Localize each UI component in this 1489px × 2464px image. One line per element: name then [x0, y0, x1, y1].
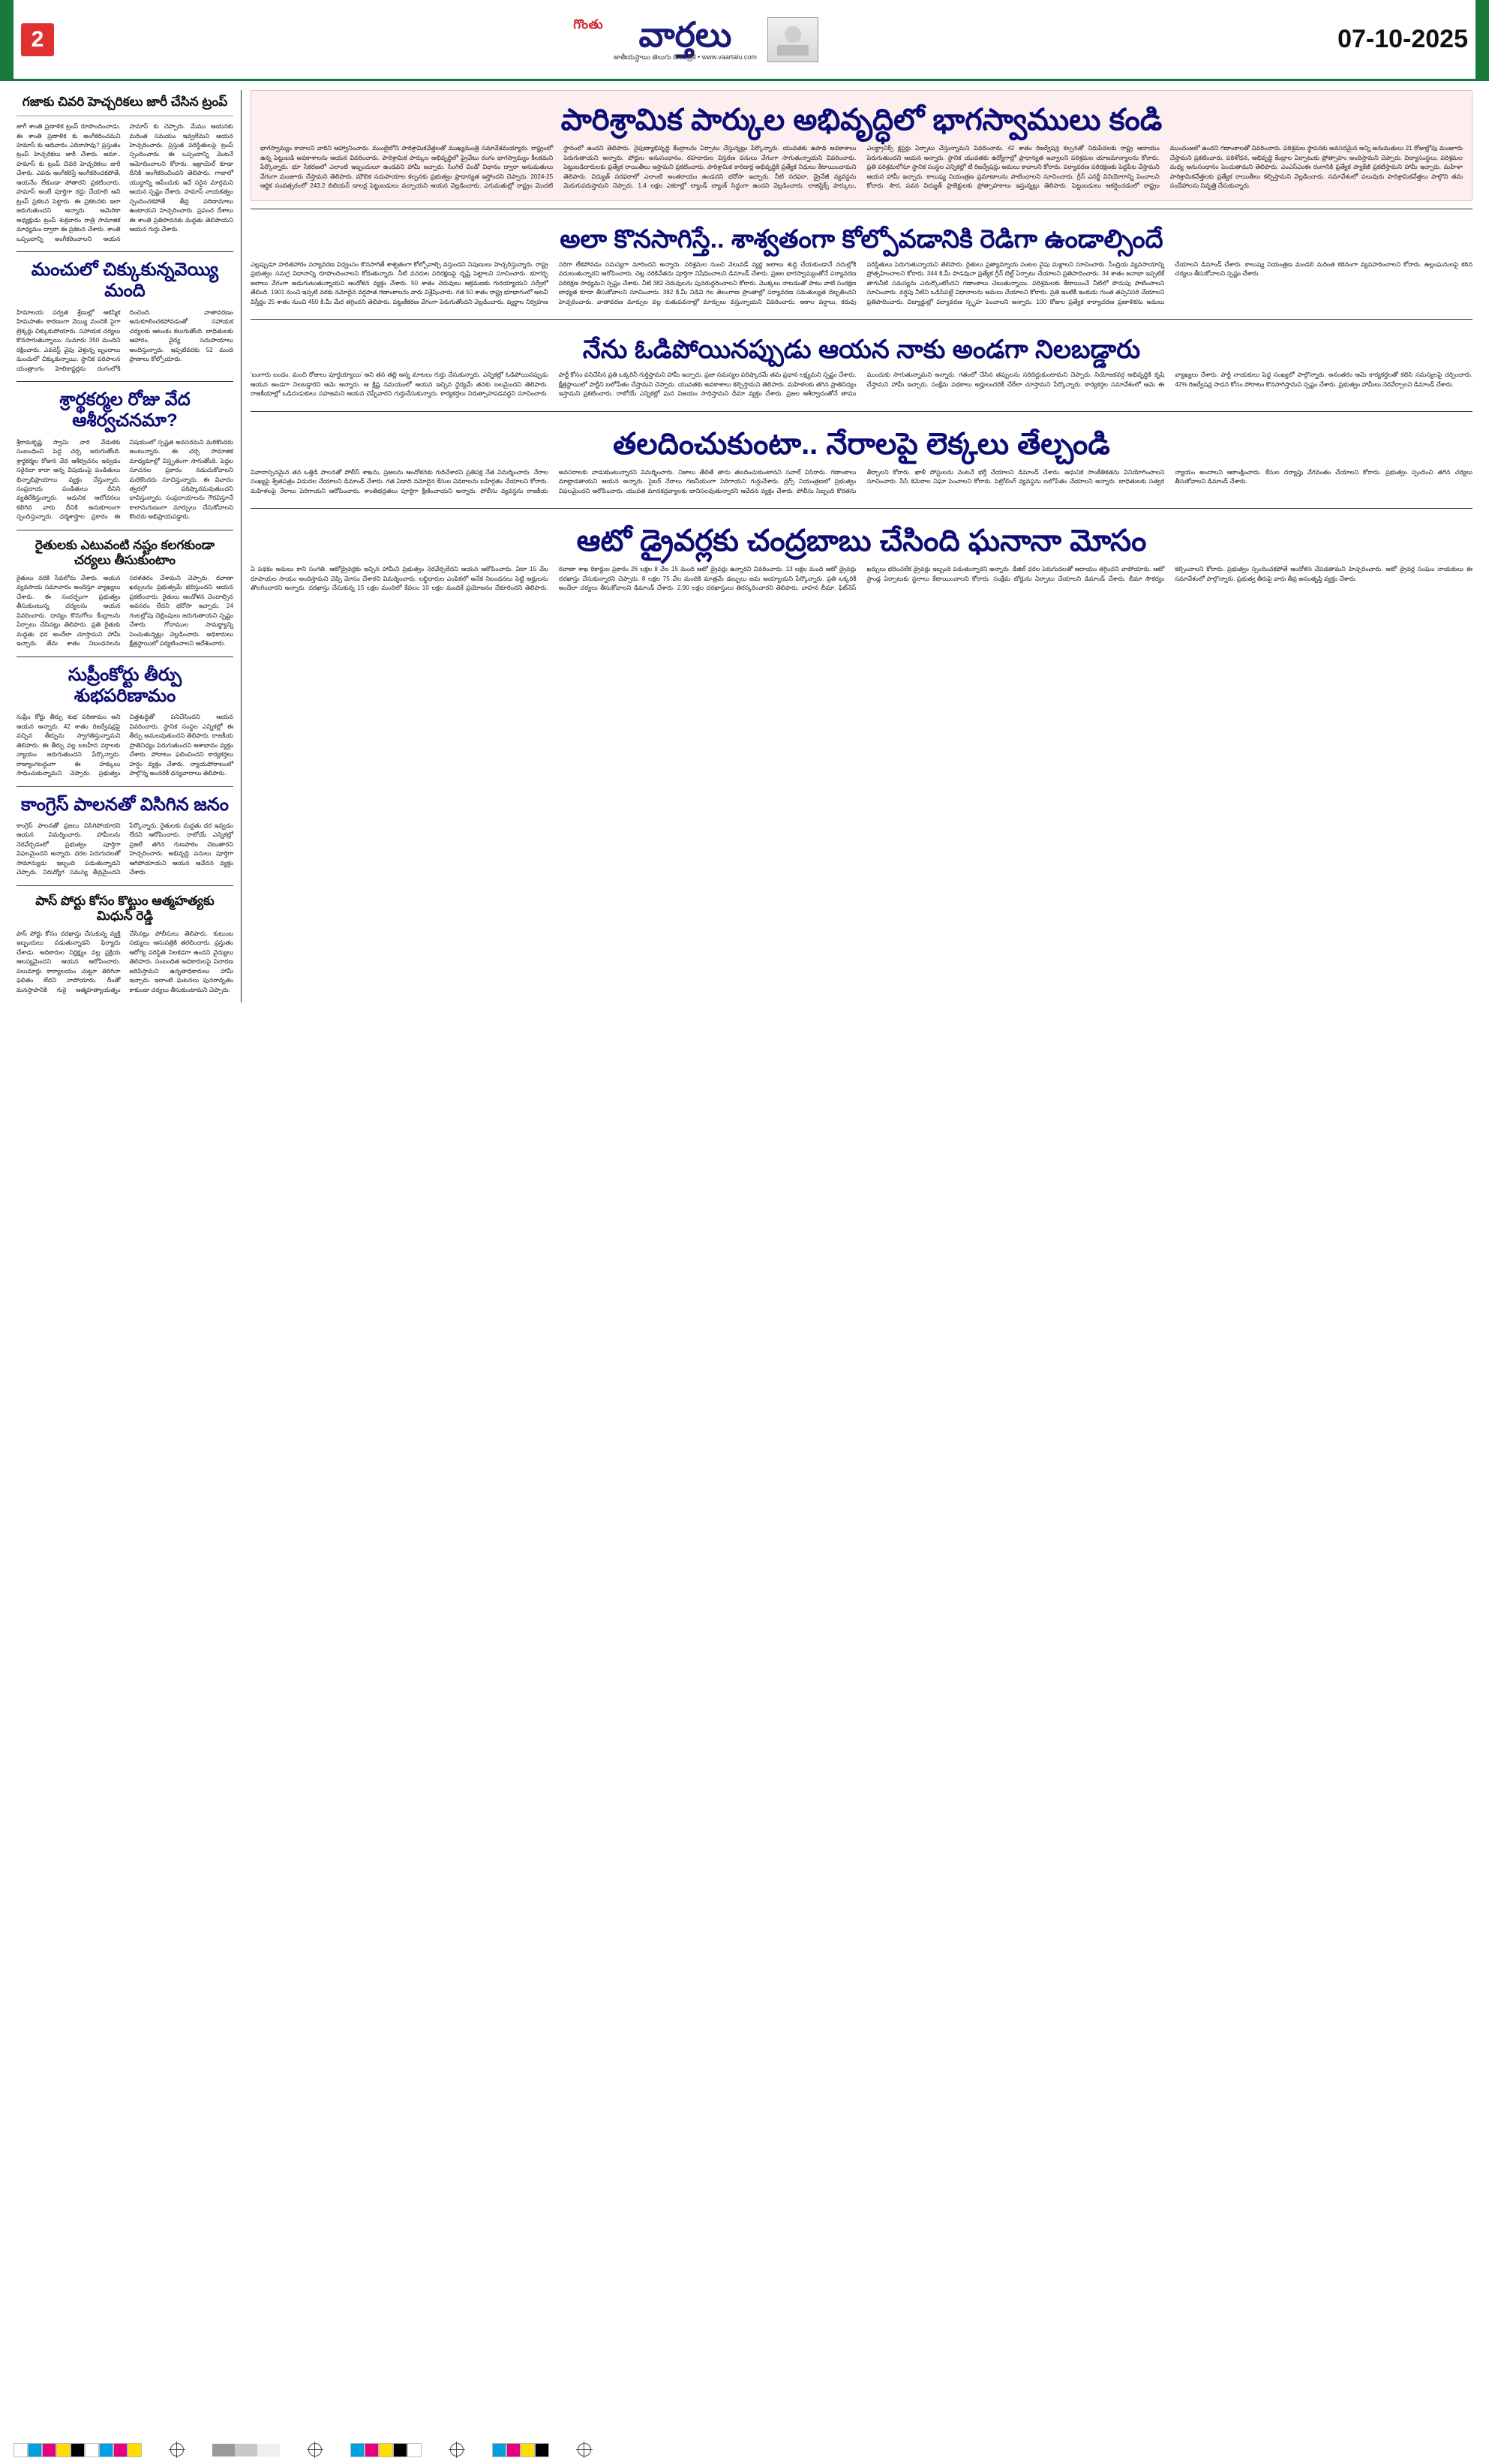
publication-title: వార్తలు	[638, 15, 732, 55]
article-stood-by-me	[251, 327, 1472, 404]
article-crime-accounts	[251, 419, 1472, 501]
article-headline: శ్రార్థకర్మల రోజు వేద ఆశీర్వచనమా?	[59, 389, 191, 431]
print-color-bar	[0, 2435, 1489, 2464]
article-headline: పాస్ పోర్టు కోసం కొట్టుం ఆత్మహత్యకు మిధున్ రెడ్డి	[35, 893, 215, 923]
nameplate-mark: గొంతు	[573, 17, 604, 32]
article-passport-suicide	[17, 894, 233, 995]
article-headline: గజాకు చివరి హెచ్చరికలు జారీ చేసిన ట్రంప్	[22, 95, 228, 109]
color-swatch	[257, 2444, 280, 2456]
article-body: ఏ పథకం అమలు కాని సంగతి. ఆటోడ్రైవర్లకు ఇచ్చిన హామీని ప్రభుత్వం నెరవేర్చలేదని ఆయన ఆరోపించారు. ఏటా 15 వేల రూపాయల సాయం అందిస్తామని చెప్పి మోసం చేశారని విమర్శించారు. లబ్ధిదారుల ఎంపికలో అనేక నిబంధనలు పెట్టి అర్హులను తొలగించారని అన్నారు. దరఖాస్తు చేసుకున్న 15 లక్షల మందిలో కేవలం 10 లక్షల మందికే ప్రయోజనం చేకూరిందని తెలిపారు. రవాణా శాఖ రికార్డుల ప్రకారం 26 లక్షల 8 వేల 15 మంది ఆటో డ్రైవర్లు ఉన్నారని వివరించారు. 13 లక్షల మంది ఆటో డ్రైవర్లు దరఖాస్తు చేసుకున్నారని చెప్పారు. 8 లక్షల 75 వేల మందికి మాత్రమే డబ్బులు జమ అయ్యాయని పేర్కొన్నారు. ప్రతి ఒక్కరికీ అందేలా చర్యలు తీసుకోవాలని డిమాండ్ చేశారు. 2.90 లక్షల దరఖాస్తులు తిరస్కరించారని తెలిపారు. వాహన బీమా, ఫిట్‌నెస్ ఖర్చులు భరించలేక డ్రైవర్లు ఇబ్బంది పడుతున్నారని అన్నారు. డీజిల్ ధరల పెరుగుదలతో ఆదాయం తగ్గిందని వాపోయారు. ఆటో స్టాండ్ల ఏర్పాటుకు స్థలాలు కేటాయించాలని కోరారు. సంక్షేమ బోర్డును ఏర్పాటు చేయాలని డిమాండ్ చేశారు. బీమా సౌకర్యం కల్పించాలని కోరారు. ప్రభుత్వం స్పందించకపోతే ఆందోళన చేపడతామని హెచ్చరించారు. ఆటో డ్రైవర్ల సంఘం నాయకులు ఈ సమావేశంలో పాల్గొన్నారు. ప్రభుత్వ తీరుపై వారు తీవ్ర అసంతృప్తి వ్యక్తం చేశారు.	[251, 566, 1472, 592]
article-headline: తలదించుకుంటా.. నేరాలపై లెక్కలు తేల్చండి	[613, 427, 1110, 461]
nameplate-block	[614, 17, 757, 62]
publication-subtitle: జాతీయస్థాయి తెలుగు దినపత్రిక • www.vaartalu.com	[614, 53, 757, 62]
article-body: ఎల్లప్పుడూ హరితహారం పర్యావరణ విధ్వంసం కొనసాగితే శాశ్వతంగా కోల్పోవాల్సి వస్తుందని నిపుణులు హెచ్చరిస్తున్నారు. రాష్ట్ర ప్రభుత్వం సమగ్ర విధానాన్ని రూపొందించాలని కోరుతున్నారు. నీటి వనరుల పరిరక్షణపై దృష్టి పెట్టాలని సూచించారు. భూగర్భ జలాలు వేగంగా అడుగంటుతున్నాయని ఆందోళన వ్యక్తం చేశారు. 50 శాతం చెరువులు ఆక్రమణకు గురయ్యాయని సర్వేలో తేలింది. 1901 నుంచి ఇప్పటి వరకు నమోదైన వర్షపాత గణాంకాలను వారు విశ్లేషించారు. గత 50 శాతం రాష్ట్ర భూభాగంలో అటవీ విస్తీర్ణం 25 శాతం నుంచి 450 కి.మీ మేర తగ్గిందని తెలిపారు. పట్టణీకరణ వేగంగా పెరుగుతోందని వెల్లడించారు. వ్యర్థాల నిర్వహణ సరిగా లేకపోవడం సమస్యగా మారిందని అన్నారు. పరిశ్రమల నుంచి వెలువడే వ్యర్థ జలాలు శుద్ధి చేయకుండానే నదుల్లోకి వదులుతున్నారని ఆరోపించారు. చెట్ల నరికివేతను పూర్తిగా నిషేధించాలని డిమాండ్ చేశారు. ప్రజల భాగస్వామ్యంతోనే పర్యావరణ పరిరక్షణ సాధ్యమని స్పష్టం చేశారు. నీటి 382 చెరువులను పునరుద్ధరించాలని కోరారు. మొక్కలు నాటడంతో పాటు వాటి సంరక్షణ బాధ్యత కూడా తీసుకోవాలని సూచించారు. 382 కి.మీ నిడివి గల తెలంగాణ ప్రాంతాల్లో పర్యావరణ సమతుల్యత దెబ్బతిందని హెచ్చరించారు. వాతావరణ మార్పుల వల్ల రుతుపవనాల్లో మార్పులు వస్తున్నాయని వివరించారు. అకాల వర్షాలు, కరువు పరిస్థితులు పెరుగుతున్నాయని తెలిపారు. రైతులు ప్రత్యామ్నాయ పంటల వైపు మళ్లాలని సూచించారు. సేంద్రియ వ్యవసాయాన్ని ప్రోత్సహించాలని కోరారు. 344 కి.మీ పొడవునా ప్రత్యేక గ్రీన్ బెల్ట్ ఏర్పాటు చేయాలని ప్రతిపాదించారు. 34 శాతం జనాభా ఇప్పటికే తాగునీటి సమస్యను ఎదుర్కొంటోందని గణాంకాలు చెబుతున్నాయి. పరిశ్రమలకు కేటాయించే నీటిలో పొదుపు పాటించాలని సూచించారు. వర్షపు నీటిని ఒడిసిపట్టే విధానాలను అమలు చేయాలని కోరారు. ప్రతి ఇంటికీ ఇంకుడు గుంత తప్పనిసరి చేయాలని ప్రతిపాదించారు. విద్యార్థుల్లో పర్యావరణ స్పృహ పెంచాలని అన్నారు. 100 రోజుల ప్రత్యేక కార్యాచరణ ప్రణాళికను అమలు చేయాలని డిమాండ్ చేశారు. కాలుష్య నియంత్రణ మండలి మరింత కఠినంగా వ్యవహరించాలని కోరారు. ఉల్లంఘనులపై కఠిన చర్యలు తీసుకోవాలని స్పష్టం చేశారు.	[251, 260, 1472, 305]
article-body: సుప్రీం కోర్టు తీర్పు శుభ పరిణామం అని ఆయన అన్నారు. 42 శాతం రిజర్వేషన్లపై వచ్చిన తీర్పును స్వాగతిస్తున్నామని తెలిపారు. ఈ తీర్పు వల్ల బలహీన వర్గాలకు న్యాయం జరుగుతుందని పేర్కొన్నారు. రాజ్యాంగబద్ధంగా ఈ హక్కులు సాధించుకున్నామని చెప్పారు. ప్రభుత్వం చిత్తశుద్ధితో పనిచేసిందని ఆయన వివరించారు. స్థానిక సంస్థల ఎన్నికల్లో ఈ తీర్పు అమలవుతుందని తెలిపారు. రాజకీయ ప్రాతినిధ్యం పెరుగుతుందని ఆశాభావం వ్యక్తం చేశారు. పోరాటం ఫలించిందని కార్యకర్తలు హర్షం వ్యక్తం చేశారు. న్యాయపోరాటంలో పాల్గొన్న అందరికీ ధన్యవాదాలు తెలిపారు.	[17, 714, 233, 777]
page-content	[0, 81, 1489, 1002]
color-swatch	[99, 2443, 113, 2457]
article-headline: సుప్రీంకోర్టు తీర్పు శుభపరిణామం	[68, 664, 182, 707]
article-ready-to-lose	[251, 217, 1472, 311]
issue-date: 07-10-2025	[1337, 25, 1468, 53]
divider	[251, 508, 1472, 509]
color-swatch	[85, 2443, 99, 2457]
color-swatch	[128, 2443, 142, 2457]
article-body: కాంగ్రెస్ పాలనతో ప్రజలు విసిగిపోయారని ఆయన విమర్శించారు. హామీలను నెరవేర్చడంలో ప్రభుత్వం పూర్తిగా విఫలమైందని అన్నారు. ధరల పెరుగుదలతో సామాన్యుడు ఇబ్బంది పడుతున్నాడని చెప్పారు. నిరుద్యోగ సమస్య తీవ్రమైందని పేర్కొన్నారు. రైతులకు మద్దతు ధర ఇవ్వడం లేదని ఆరోపించారు. రాబోయే ఎన్నికల్లో ప్రజలే తగిన గుణపాఠం చెబుతారని హెచ్చరించారు. అభివృద్ధి పనులు పూర్తిగా ఆగిపోయాయని ఆయన ఆవేదన వ్యక్తం చేశారు.	[17, 822, 233, 876]
masthead-green-bar-left	[0, 0, 14, 79]
color-swatch	[42, 2443, 56, 2457]
color-swatch-group-3	[350, 2443, 422, 2457]
color-swatch	[492, 2443, 506, 2457]
divider	[251, 411, 1472, 412]
article-vedic-blessing	[17, 389, 233, 522]
color-swatch	[506, 2443, 521, 2457]
article-auto-drivers	[251, 516, 1472, 598]
registration-mark-icon	[308, 2443, 322, 2456]
divider	[251, 319, 1472, 320]
article-headline: ఆటో డ్రైవర్లకు చంద్రబాబు చేసింది ఘనానా మోసం	[576, 524, 1147, 558]
color-swatch	[393, 2443, 407, 2457]
divider	[17, 381, 233, 382]
newspaper-emblem-icon	[767, 17, 818, 62]
article-headline: కాంగ్రెస్ పాలనతో విసిగిన జనం	[21, 794, 229, 815]
color-swatch	[56, 2443, 71, 2457]
article-headline: అలా కొనసాగిస్తే.. శాశ్వతంగా కోల్పోవడానికి రెడిగా ఉండాల్సిందే	[560, 224, 1163, 254]
color-swatch-group-1	[14, 2443, 142, 2457]
color-swatch-group-4	[492, 2443, 549, 2457]
page-number: 2	[21, 23, 54, 56]
color-swatch	[379, 2443, 393, 2457]
article-headline: పారిశ్రామిక పార్కుల అభివృద్ధిలో భాగస్వాములు కండి	[560, 104, 1163, 137]
article-headline: రైతులకు ఎటువంటి నష్టం కలగకుండా చర్యలు తీసుకుంటాం	[35, 537, 215, 567]
color-swatch	[14, 2443, 28, 2457]
color-swatch	[113, 2443, 128, 2457]
nameplate	[68, 17, 1324, 62]
color-swatch	[71, 2443, 85, 2457]
registration-mark-icon	[450, 2443, 464, 2456]
divider	[17, 251, 233, 252]
article-body: జాగీ శాంతి ప్రణాళిక ట్రంప్ రూపొందించాడు. ఈ శాంతి ప్రణాళిక కు అంగీకరించమని హమాస్ కు ఆదివారం ఎదిరాసావు? ప్రస్తుతం ట్రంప్ హెచ్చరికలు జారీ చేశారు. అమా.. హమాస్ కు ట్రంప్ చివరి హెచ్చరికలు జారీ చేశారు. ఎవరు అంగీకరిస్తే అంగీకరించకపోతే, ఆయనేం లేకుండా పోతారని ప్రకటించారు. హమాస్ అంటే పూర్తిగా రద్దు చేయాలి అని ట్రంప్ ప్రకటన పెట్టారు. ఈ ప్రకటనకు ఇలా జరుగుతుందని అన్నారు. అమెరికా అధ్యక్షుడు ట్రంప్ శుక్రవారం రాత్రి సామాజిక మాధ్యమం ద్వారా ఈ ప్రకటన చేశారు. శాంతి ఒప్పందాన్ని అంగీకరించాలని ఆయన హమాస్ కు చెప్పారు. మేము ఆయనకు మరింత సమయం ఇవ్వలేమని ఆయన హెచ్చరించారు. ప్రస్తుత పరిస్థితులపై ట్రంప్ స్పందించారు. ఈ ఒప్పందాన్ని వెంటనే ఆమోదించాలని కోరారు. ఇజ్రాయెల్ కూడా దీనికి అంగీకరించిందని తెలిపారు. గాజాలో యుద్ధాన్ని ఆపేందుకు ఇదే సరైన మార్గమని ఆయన స్పష్టం చేశారు. హమాస్ నాయకత్వం స్పందించకపోతే తీవ్ర పరిణామాలు ఉంటాయని హెచ్చరించారు. ప్రపంచ దేశాలు ఈ శాంతి ప్రతిపాదనకు మద్దతు తెలిపాయని ఆయన గుర్తు చేశారు.	[17, 123, 233, 242]
article-congress-rule	[17, 795, 233, 878]
color-swatch	[235, 2444, 257, 2456]
article-snow-trapped	[17, 260, 233, 374]
divider	[17, 885, 233, 886]
masthead-green-bar-right	[1475, 0, 1489, 79]
article-farmers-assurance	[17, 538, 233, 649]
masthead	[0, 0, 1489, 81]
article-body: రైతులు వరికి సేవలోను చేశారు. ఆయన వ్యవసాయ సమాచారం అందిస్తూ వ్యాఖ్యలు చేశారు. ఈ సందర్భంగా ప్రభుత్వం తీసుకుంటున్న చర్యలను ఆయన వివరించారు. ధాన్యం కొనుగోలు కేంద్రాలను ఏర్పాటు చేసినట్లు తెలిపారు. ప్రతి రైతుకు మద్దతు ధర అందేలా చూస్తామని హామీ ఇచ్చారు. తేమ శాతం నిబంధనలను సరళతరం చేశామని చెప్పారు. రవాణా ఖర్చులను ప్రభుత్వమే భరిస్తుందని ఆయన ప్రకటించారు. రైతులు ఆందోళన చెందాల్సిన అవసరం లేదని భరోసా ఇచ్చారు. 24 గంటల్లోపు చెల్లింపులు జరుగుతాయని స్పష్టం చేశారు. గోదాముల సామర్థ్యాన్ని పెంచుతున్నట్లు వెల్లడించారు. అధికారులు క్షేత్రస్థాయిలో పర్యటించాలని ఆదేశించారు.	[17, 574, 233, 648]
color-swatch	[407, 2443, 422, 2457]
color-swatch	[28, 2443, 42, 2457]
article-body: పాస్ పోర్టు కోసం దరఖాస్తు చేసుకున్న వ్యక్తి ఇబ్బందులు పడుతున్నాడని ఫిర్యాదు చేశాడు. అధికారుల నిర్లక్ష్యం వల్ల ప్రక్రియ ఆలస్యమైందని ఆయన ఆరోపించారు. పలుమార్లు కార్యాలయం చుట్టూ తిరిగినా ఫలితం లేదని వాపోయారు. దీంతో మనస్తాపానికి గురై ఆత్మహత్యాయత్నం చేసినట్లు పోలీసులు తెలిపారు. కుటుంబ సభ్యులు ఆసుపత్రికి తరలించారు. ప్రస్తుతం ఆరోగ్య పరిస్థితి నిలకడగా ఉందని వైద్యులు తెలిపారు. సంబంధిత అధికారులపై విచారణ జరిపిస్తామని ఉన్నతాధికారులు హామీ ఇచ్చారు. ఇలాంటి ఘటనలు పునరావృతం కాకుండా చర్యలు తీసుకుంటామని చెప్పారు.	[17, 930, 233, 993]
article-body: శ్రీరామకృష్ణ స్వామి వారి వేడుకకు సంబంధించి పెద్ద చర్చ జరుగుతోంది. శ్రార్థకర్మల రోజున వేద ఆశీర్వచనం ఇవ్వడం సరైనదా కాదా అన్న విషయంపై పండితులు భిన్నాభిప్రాయాలు వ్యక్తం చేస్తున్నారు. సంప్రదాయ పండితులు దీనిని వ్యతిరేకిస్తున్నారు. ఆధునిక ఆలోచనలు కలిగిన వారు దీనికి అనుకూలంగా స్పందిస్తున్నారు. ధర్మశాస్త్రాల ప్రకారం ఈ విషయంలో స్పష్టత అవసరమని మరికొందరు అంటున్నారు. ఈ చర్చ సామాజిక మాధ్యమాల్లో విస్తృతంగా సాగుతోంది. పెద్దల సూచనల ప్రకారం నడుచుకోవాలని మరికొందరు సూచిస్తున్నారు. ఈ వివాదం త్వరలో పరిష్కారమవుతుందని భావిస్తున్నారు. సంప్రదాయాలను గౌరవిస్తూనే కాలానుగుణంగా మార్పులు చేసుకోవాలని కొందరు అభిప్రాయపడ్డారు.	[17, 438, 233, 521]
divider	[17, 786, 233, 787]
color-swatch	[521, 2443, 535, 2457]
registration-mark-icon	[170, 2443, 184, 2456]
color-swatch	[365, 2443, 379, 2457]
article-body: భాగస్వామ్యం కావాలని వారిని ఆహ్వానించారు. ముంబైలోని పారిశ్రామికవేత్తలతో ముఖ్యమంత్రి సమావేశమయ్యారు. రాష్ట్రంలో ఉన్న పెట్టుబడి అవకాశాలను ఆయన వివరించారు. పారిశ్రామిక పార్కుల అభివృద్ధిలో ప్రైవేటు రంగం భాగస్వామ్యం కీలకమని పేర్కొన్నారు. భూ సేకరణలో ఎలాంటి ఇబ్బందులూ ఉండవని హామీ ఇచ్చారు. సింగిల్ విండో విధానం ద్వారా అనుమతులు వేగంగా మంజూరు చేస్తామని తెలిపారు. మౌలిక సదుపాయాల కల్పనకు ప్రభుత్వం ప్రాధాన్యత ఇస్తోందని చెప్పారు. 2024-25 ఆర్థిక సంవత్సరంలో 243.2 బిలియన్ డాలర్ల పెట్టుబడులు వచ్చాయని ఆయన వెల్లడించారు. ఎగుమతుల్లో రాష్ట్రం మొదటి స్థానంలో ఉందని తెలిపారు. నైపుణ్యాభివృద్ధి కేంద్రాలను ఏర్పాటు చేస్తున్నట్లు పేర్కొన్నారు. యువతకు ఉపాధి అవకాశాలు పెరుగుతాయని అన్నారు. పోర్టుల అనుసంధానం, రహదారుల విస్తరణ పనులు వేగంగా సాగుతున్నాయని వివరించారు. పెట్టుబడిదారులకు ప్రత్యేక రాయితీలు ఇస్తామని ప్రకటించారు. పారిశ్రామిక కారిడార్ల అభివృద్ధికి ప్రత్యేక నిధులు కేటాయించామని తెలిపారు. విద్యుత్ సరఫరాలో ఎలాంటి అంతరాయం ఉండదని భరోసా ఇచ్చారు. నీటి సరఫరా, డ్రైనేజీ వ్యవస్థను మెరుగుపరుస్తామని చెప్పారు. 1.4 లక్షల ఎకరాల్లో ల్యాండ్ బ్యాంక్ సిద్ధంగా ఉందని వెల్లడించారు. లాజిస్టిక్స్ పార్కులు, ఎలక్ట్రానిక్స్ క్లస్టర్లు ఏర్పాటు చేస్తున్నామని వివరించారు. 42 శాతం రిజర్వేషన్ల కల్పనతో నిరుపేదలకు రాష్ట్ర ఆదాయం పెరుగుతుందని ఆయన అన్నారు. స్థానిక యువతకు ఉద్యోగాల్లో ప్రాధాన్యత ఇవ్వాలని పరిశ్రమల యాజమాన్యాలను కోరారు. ప్రతి పరిశ్రమలోనూ స్థానిక సంస్థల ఎన్నికల్లో టీ రిజర్వేషన్లు అమలు కావాలని కోరారు. పర్యావరణ పరిరక్షణకు పెద్దపీట వేస్తామని ఆయన హామీ ఇచ్చారు. కాలుష్య నియంత్రణ ప్రమాణాలను పాటించాలని సూచించారు. గ్రీన్ ఎనర్జీ వినియోగాన్ని పెంచాలని కోరారు. సౌర, పవన విద్యుత్ ప్రాజెక్టులకు ప్రోత్సాహకాలు ఇస్తున్నట్లు తెలిపారు. పెట్టుబడులు ఆకర్షించడంలో రాష్ట్రం ముందంజలో ఉందని గణాంకాలతో వివరించారు. పరిశ్రమల స్థాపనకు అవసరమైన అన్ని అనుమతులు 21 రోజుల్లోపు మంజూరు చేస్తామని ప్రకటించారు. పరిశోధన, అభివృద్ధి కేంద్రాల ఏర్పాటుకు ప్రోత్సాహం అందిస్తామని చెప్పారు. విద్యాసంస్థలు, పరిశ్రమల మధ్య అనుసంధానం పెంచుతామని తెలిపారు. ఎంఎస్ఎంఈ రంగానికి ప్రత్యేక ప్యాకేజీ ప్రకటిస్తామని హామీ ఇచ్చారు. మహిళా పారిశ్రామికవేత్తలకు ప్రత్యేక రాయితీలు కల్పిస్తామని వెల్లడించారు. సమావేశంలో పలువురు పారిశ్రామికవేత్తలు పాల్గొని తమ సందేహాలను నివృత్తి చేసుకున్నారు.	[260, 145, 1463, 190]
article-headline: నేను ఓడిపోయినప్పుడు ఆయన నాకు అండగా నిలబడ్డారు	[582, 335, 1141, 364]
color-swatch	[535, 2443, 549, 2457]
article-supreme-court-verdict	[17, 665, 233, 779]
main-column	[242, 90, 1472, 1002]
registration-mark-icon	[578, 2443, 591, 2456]
article-body: 'బంగారు బంధం. మంచి రోజులు పూర్తయ్యాయి' అని తన తల్లి అన్న మాటలు గుర్తు చేసుకున్నారు. ఎన్నికల్లో ఓడిపోయినప్పుడు ఆయన అండగా నిలబడ్డారని ఆమె అన్నారు. ఆ క్లిష్ట సమయంలో ఆయన ఇచ్చిన ధైర్యమే తనకు బలమైందని తెలిపారు. రాజకీయాల్లో ఒడిదుడుకులు సహజమని ఆయన చెప్పేవారని గుర్తుచేసుకున్నారు. కార్యకర్తలు నిరుత్సాహపడవద్దని సూచించారు. పార్టీ కోసం పనిచేసిన ప్రతి ఒక్కరినీ గుర్తిస్తామని హామీ ఇచ్చారు. ప్రజా సమస్యల పరిష్కారమే తమ ప్రధాన లక్ష్యమని స్పష్టం చేశారు. క్షేత్రస్థాయిలో పార్టీని బలోపేతం చేస్తామని చెప్పారు. యువతకు అవకాశాలు కల్పిస్తామని తెలిపారు. మహిళలకు తగిన ప్రాతినిధ్యం ఇస్తామని ప్రకటించారు. రాబోయే ఎన్నికల్లో ఘన విజయం సాధిస్తామని ధీమా వ్యక్తం చేశారు. ప్రజల ఆశీర్వాదంతోనే తాము ముందుకు సాగుతున్నామని అన్నారు. గతంలో చేసిన తప్పులను సరిదిద్దుకుంటామని చెప్పారు. నియోజకవర్గ అభివృద్ధికి కృషి చేస్తామని హామీ ఇచ్చారు. సంక్షేమ పథకాలు అర్హులందరికీ చేరేలా చూస్తామని పేర్కొన్నారు. కార్యకర్తల సమావేశంలో ఆమె ఈ వ్యాఖ్యలు చేశారు. పార్టీ నాయకులు పెద్ద సంఖ్యలో పాల్గొన్నారు. అనంతరం ఆమె కార్యకర్తలతో కలిసి సమస్యలపై చర్చించారు. 42% రిజర్వేషన్ల సాధన కోసం పోరాటం కొనసాగిస్తామని స్పష్టం చేశారు. ప్రభుత్వం హామీలు నెరవేర్చాలని డిమాండ్ చేశారు.	[251, 371, 1472, 398]
article-industrial-parks	[251, 90, 1472, 201]
color-swatch	[212, 2444, 235, 2456]
color-swatch-group-2	[212, 2444, 280, 2456]
article-trump-gaza	[17, 95, 233, 244]
article-headline: మంచులో చిక్కుకున్నవెయ్యి మంది	[31, 260, 219, 302]
article-body: వివాదాస్పదమైన తన ఒత్తిడి పాలనతో పోలీస్ శాఖను, ప్రజలను ఆందోళనకు గురిచేశారని ప్రతిపక్ష నేత విమర్శించారు. నేరాల సంఖ్యపై శ్వేతపత్రం విడుదల చేయాలని డిమాండ్ చేశారు. గత ఏడాది నమోదైన కేసుల వివరాలను బహిర్గతం చేయాలని కోరారు. మహిళలపై నేరాలు పెరిగాయని ఆరోపించారు. శాంతిభద్రతలు పూర్తిగా క్షీణించాయని అన్నారు. పోలీసు వ్యవస్థను రాజకీయ అవసరాలకు వాడుకుంటున్నారని విమర్శించారు. నిజాలు తేలితే తాను తలదించుకుంటానని సవాల్ విసిరారు. గణాంకాలు మాట్లాడతాయని ఆయన అన్నారు. సైబర్ నేరాలు గణనీయంగా పెరిగాయని గుర్తుచేశారు. డ్రగ్స్ నియంత్రణలో ప్రభుత్వం విఫలమైందని ఆరోపించారు. యువత మాదకద్రవ్యాలకు బానిసలవుతున్నారని ఆవేదన వ్యక్తం చేశారు. పోలీసు సిబ్బంది కొరతను తీర్చాలని కోరారు. ఖాళీ పోస్టులను వెంటనే భర్తీ చేయాలని డిమాండ్ చేశారు. ఆధునిక సాంకేతికతను వినియోగించాలని సూచించారు. సీసీ కెమెరాల నిఘా పెంచాలని కోరారు. పెట్రోలింగ్ వ్యవస్థను బలోపేతం చేయాలని అన్నారు. బాధితులకు సత్వర న్యాయం అందాలని ఆకాంక్షించారు. కేసుల దర్యాప్తు వేగవంతం చేయాలని కోరారు. ప్రభుత్వం స్పందించి తగిన చర్యలు తీసుకోవాలని డిమాండ్ చేశారు.	[251, 468, 1472, 494]
article-body: హిమాలయ పర్వత శ్రేణుల్లో ఆకస్మిక హిమపాతం కారణంగా వెయ్యి మందికి పైగా ట్రెక్కర్లు చిక్కుకుపోయారు. సహాయక చర్యలు కొనసాగుతున్నాయి. సుమారు 350 మందిని రక్షించారు. ఎవరెస్ట్ వైపు వెళ్తున్న బృందాలు మంచులో చిక్కుకున్నాయి. స్థానిక పరిపాలన యంత్రాంగం హెలికాప్టర్లను రంగంలోకి దించింది. వాతావరణం అనుకూలించకపోవడంతో సహాయక చర్యలకు ఆటంకం కలుగుతోంది. బాధితులకు ఆహారం, వైద్య సదుపాయాలు అందిస్తున్నారు. ఇప్పటివరకు 52 మంది ప్రాణాలు కోల్పోయారు.	[17, 308, 233, 372]
left-column	[17, 90, 242, 1002]
color-swatch	[350, 2443, 365, 2457]
